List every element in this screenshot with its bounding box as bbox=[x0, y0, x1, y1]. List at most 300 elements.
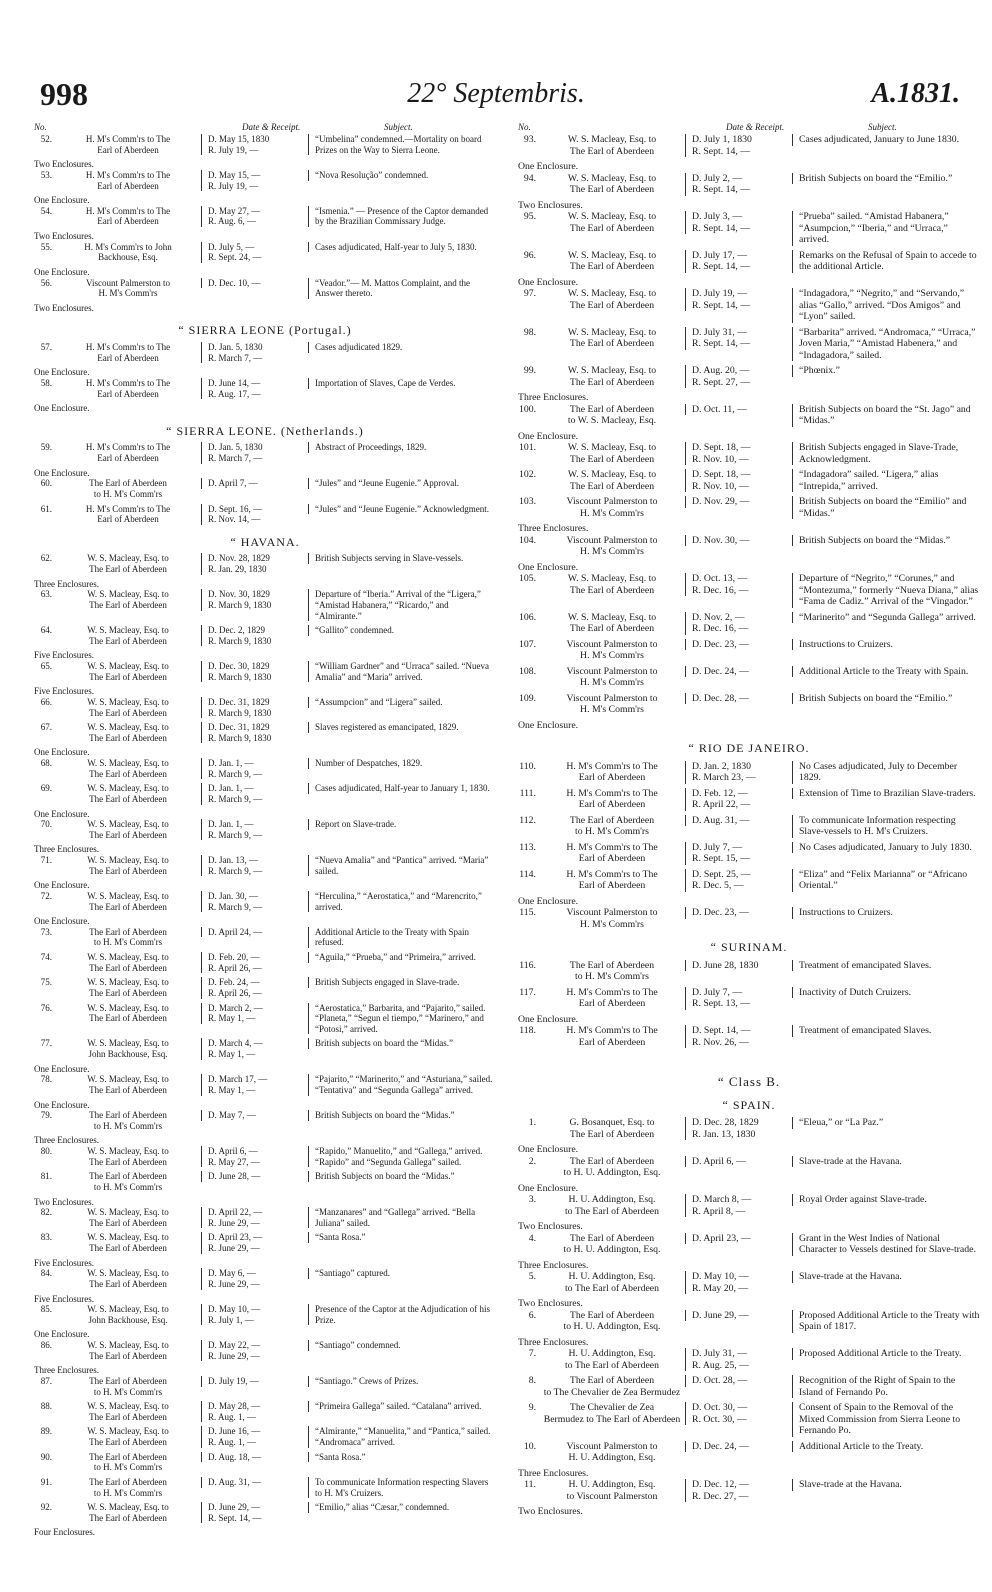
entry-date: D. May 6, — R. June 29, — bbox=[201, 1268, 308, 1289]
entry-subject: Slave-trade at the Havana. bbox=[792, 1271, 980, 1283]
entry-enclosures: One Enclosure. bbox=[518, 719, 579, 731]
entry-number: 63. bbox=[40, 589, 52, 600]
entry-subject: “Barbarita” arrived. “Andromaca,” “Urraca,” Joven Maria,” “Amistad Habenera,” and “Indagadora,” sailed. bbox=[792, 327, 980, 362]
section-heading: “ SIERRA LEONE (Portugal.) bbox=[178, 323, 352, 338]
entry-correspondents: The Earl of Aberdeen to H. M's Comm'rs bbox=[89, 926, 167, 948]
entry-date: D. April 24, — bbox=[201, 927, 308, 938]
list-item bbox=[518, 573, 980, 608]
entry-correspondents: W. S. Macleay, Esq. to The Earl of Aberdeen bbox=[567, 288, 657, 311]
list-item bbox=[34, 1401, 496, 1422]
entry-enclosures: Two Enclosures. bbox=[34, 1196, 94, 1207]
list-item bbox=[518, 496, 980, 535]
entry-date: D. April 23, — R. June 29, — bbox=[201, 1232, 308, 1253]
entry-correspondents: The Earl of Aberdeen to The Chevalier de Zea Bermudez bbox=[543, 1375, 681, 1398]
entry-date: D. Nov. 29, — bbox=[685, 496, 792, 508]
list-item bbox=[34, 342, 496, 378]
entry-subject: To communicate Information respecting Slavers to H. M's Cruizers. bbox=[308, 1477, 496, 1498]
entry-subject: “Aerostatica,” Barbarita, and “Pajarito,” sailed. “Planeta,” “Segun el tiempo,” “Marinero,” and “Potosi,” arrived. bbox=[308, 1003, 496, 1035]
list-item bbox=[518, 1479, 980, 1518]
entry-correspondents: The Earl of Aberdeen to W. S. Macleay, Esq. bbox=[567, 403, 657, 426]
list-item bbox=[518, 693, 980, 732]
entry-enclosures: One Enclosure. bbox=[518, 430, 579, 442]
entry-subject: “Almirante,” “Manuelita,” and “Pantica,” sailed. “Andromaca” arrived. bbox=[308, 1426, 496, 1447]
entry-date: D. Dec. 23, — bbox=[685, 907, 792, 919]
entry-date: D. Dec. 12, — R. Dec. 27, — bbox=[685, 1479, 792, 1502]
entry-enclosures: Four Enclosures. bbox=[34, 1527, 95, 1538]
entry-correspondents: W. S. Macleay, Esq. to John Backhouse, Esq. bbox=[87, 1304, 169, 1325]
entry-subject: “Santiago” condemned. bbox=[308, 1340, 496, 1351]
list-item bbox=[34, 661, 496, 697]
entry-number: 9. bbox=[528, 1402, 536, 1413]
entry-correspondents: W. S. Macleay, Esq. to The Earl of Aberdeen bbox=[567, 365, 657, 388]
entry-date: D. April 22, — R. June 29, — bbox=[201, 1207, 308, 1228]
list-item bbox=[34, 1268, 496, 1304]
entry-correspondents: W. S. Macleay, Esq. to The Earl of Aberdeen bbox=[567, 469, 657, 492]
entry-correspondents: H. M's Comm'rs to John Backhouse, Esq. bbox=[84, 241, 172, 263]
entry-subject: Cases adjudicated, Half-year to January 1, 1830. bbox=[308, 783, 496, 794]
list-item bbox=[518, 612, 980, 635]
entry-subject: Departure of “Iberia.” Arrival of the “Ligera,” “Amistad Habanera,” “Ricardo,” and “Almirante.” bbox=[308, 589, 496, 621]
entry-subject: Number of Despatches, 1829. bbox=[308, 758, 496, 769]
list-item bbox=[34, 625, 496, 661]
entry-date: D. Aug. 31, — bbox=[201, 1477, 308, 1488]
entry-enclosures: Three Enclosures. bbox=[34, 844, 99, 855]
entry-correspondents: W. S. Macleay, Esq. to The Earl of Aberdeen bbox=[87, 1502, 169, 1523]
entry-enclosures: Five Enclosures. bbox=[34, 1257, 94, 1268]
entry-date: D. July 2, — R. Sept. 14, — bbox=[685, 173, 792, 196]
entry-correspondents: W. S. Macleay, Esq. to The Earl of Aberdeen bbox=[567, 249, 657, 272]
entry-subject: Departure of “Negrito,” “Corunes,” and “Montezuma,” formerly “Nueva Diana,” alias “Fama de Cadiz.” Arrival of the “Vingador.” bbox=[792, 573, 980, 608]
entry-number: 84. bbox=[40, 1268, 52, 1279]
entry-date: D. July 19, — R. Sept. 14, — bbox=[685, 288, 792, 311]
entry-number: 83. bbox=[40, 1232, 52, 1243]
entry-date: D. March 17, — R. May 1, — bbox=[201, 1074, 308, 1095]
entry-subject: British Subjects on board the “Midas.” bbox=[308, 1171, 496, 1182]
list-item bbox=[34, 1110, 496, 1146]
entry-correspondents: The Earl of Aberdeen to H. M's Comm'rs bbox=[89, 1451, 167, 1473]
entry-date: D. Aug. 18, — bbox=[201, 1452, 308, 1463]
list-item bbox=[518, 1271, 980, 1310]
list-item bbox=[34, 927, 496, 948]
entry-date: D. Dec. 24, — bbox=[685, 666, 792, 678]
entry-date: D. Dec. 24, — bbox=[685, 1441, 792, 1453]
entry-group bbox=[34, 134, 496, 313]
entry-correspondents: The Chevalier de Zea Bermudez to The Earl of Aberdeen bbox=[543, 1402, 681, 1425]
entry-correspondents: W. S. Macleay, Esq. to The Earl of Aberdeen bbox=[87, 1232, 169, 1253]
page-number: 998 bbox=[40, 76, 88, 112]
entry-number: 52. bbox=[40, 134, 52, 144]
entry-date: D. July 7, — R. Sept. 13, — bbox=[685, 987, 792, 1010]
entry-subject: British Subjects engaged in Slave-trade. bbox=[308, 977, 496, 988]
entry-correspondents: W. S. Macleay, Esq. to The Earl of Aberdeen bbox=[567, 326, 657, 349]
entry-date: D. May 27, — R. Aug. 6, — bbox=[201, 206, 308, 227]
entry-group bbox=[34, 553, 496, 1538]
entry-date: D. Jan. 1, — R. March 9, — bbox=[201, 819, 308, 840]
entry-subject: Slave-trade at the Havana. bbox=[792, 1479, 980, 1491]
entry-date: D. Dec. 30, 1829 R. March 9, 1830 bbox=[201, 661, 308, 682]
entry-correspondents: W. S. Macleay, Esq. to The Earl of Aberdeen bbox=[87, 855, 169, 876]
entry-subject: Report on Slave-trade. bbox=[308, 819, 496, 830]
entry-enclosures: Three Enclosures. bbox=[518, 1467, 589, 1479]
entry-number: 61. bbox=[40, 503, 52, 514]
entry-subject: “William Gardner” and “Urraca” sailed. “Nueva Amalia” and “Maria” arrived. bbox=[308, 661, 496, 682]
entry-correspondents: H. M's Comm'rs to The Earl of Aberdeen bbox=[566, 760, 658, 783]
column-header bbox=[518, 122, 980, 134]
entry-correspondents: W. S. Macleay, Esq. to The Earl of Aberdeen bbox=[87, 952, 169, 973]
entry-correspondents: H. U. Addington, Esq. to The Earl of Aberdeen bbox=[564, 1194, 660, 1217]
entry-enclosures: Three Enclosures. bbox=[518, 1259, 589, 1271]
entry-number: 76. bbox=[40, 1002, 52, 1013]
entry-date: D. May 10, — R. July 1, — bbox=[201, 1304, 308, 1325]
entry-date: D. Oct. 30, — R. Oct. 30, — bbox=[685, 1402, 792, 1425]
list-item bbox=[518, 365, 980, 404]
entry-date: D. July 3, — R. Sept. 14, — bbox=[685, 211, 792, 234]
entry-enclosures: One Enclosure. bbox=[518, 276, 579, 288]
entry-subject: To communicate Information respecting Slave-vessels to H. M's Cruizers. bbox=[792, 815, 980, 838]
entry-number: 92. bbox=[40, 1502, 52, 1513]
entry-correspondents: W. S. Macleay, Esq. to The Earl of Aberdeen bbox=[567, 442, 657, 465]
list-item bbox=[518, 1025, 980, 1048]
list-item bbox=[518, 1310, 980, 1349]
entry-enclosures: Two Enclosures. bbox=[518, 1298, 583, 1309]
entry-subject: “Santa Rosa.” bbox=[308, 1452, 496, 1463]
entry-date: D. Oct. 13, — R. Dec. 16, — bbox=[685, 573, 792, 596]
entry-enclosures: Three Enclosures. bbox=[518, 392, 589, 403]
entry-date: D. Dec. 31, 1829 R. March 9, 1830 bbox=[201, 697, 308, 718]
list-item bbox=[518, 134, 980, 173]
entry-date: D. Sept. 18, — R. Nov. 10, — bbox=[685, 469, 792, 492]
entry-correspondents: H. M's Comm'rs to The Earl of Aberdeen bbox=[566, 1025, 658, 1048]
list-item bbox=[34, 1074, 496, 1110]
list-item bbox=[34, 206, 496, 242]
col-head-date: Date & Receipt. bbox=[726, 122, 785, 132]
entry-subject: “Assumpcion” and “Ligera” sailed. bbox=[308, 697, 496, 708]
entry-number: 55. bbox=[40, 241, 52, 252]
entry-correspondents: H. M's Comm'rs to The Earl of Aberdeen bbox=[85, 503, 171, 525]
entry-number: 2. bbox=[528, 1155, 536, 1167]
entry-date: D. Nov. 28, 1829 R. Jan. 29, 1830 bbox=[201, 553, 308, 574]
entry-subject: Treatment of emancipated Slaves. bbox=[792, 1025, 980, 1037]
entry-subject: British Subjects on board the “Emilio” and “Midas.” bbox=[792, 496, 980, 519]
entry-subject: “Santa Rosa.” bbox=[308, 1232, 496, 1243]
entry-date: D. June 28, 1830 bbox=[685, 960, 792, 972]
entry-number: 116. bbox=[519, 959, 536, 971]
entry-correspondents: H. M's Comm'rs to The Earl of Aberdeen bbox=[85, 342, 171, 363]
entry-subject: Cases adjudicated, January to June 1830. bbox=[792, 134, 980, 146]
list-item bbox=[518, 1117, 980, 1156]
entry-enclosures: One Enclosure. bbox=[34, 1063, 90, 1074]
entry-date: D. June 29, — R. Sept. 14, — bbox=[201, 1502, 308, 1523]
list-item bbox=[518, 288, 980, 323]
entry-number: 72. bbox=[40, 890, 52, 901]
entry-number: 104. bbox=[518, 534, 536, 546]
entry-number: 60. bbox=[40, 478, 52, 489]
list-item bbox=[34, 378, 496, 414]
entry-subject: Slave-trade at the Havana. bbox=[792, 1156, 980, 1168]
list-item bbox=[34, 1003, 496, 1035]
list-item bbox=[518, 250, 980, 289]
list-item bbox=[34, 1376, 496, 1397]
section-heading: “ SURINAM. bbox=[710, 940, 788, 954]
entry-correspondents: W. S. Macleay, Esq. to The Earl of Aberdeen bbox=[87, 758, 169, 779]
entry-correspondents: The Earl of Aberdeen to H. M's Comm'rs bbox=[89, 1110, 167, 1131]
entry-number: 99. bbox=[523, 365, 536, 376]
entry-number: 67. bbox=[40, 722, 52, 733]
list-item bbox=[34, 170, 496, 206]
entry-correspondents: W. S. Macleay, Esq. to The Earl of Aberdeen bbox=[87, 722, 169, 743]
list-item bbox=[518, 1441, 980, 1480]
entry-subject: Proposed Additional Article to the Treaty with Spain of 1817. bbox=[792, 1310, 980, 1333]
entry-enclosures: One Enclosure. bbox=[518, 895, 579, 907]
entry-enclosures: One Enclosure. bbox=[34, 916, 90, 927]
list-item bbox=[518, 788, 980, 811]
entry-subject: British Subjects on board the “Emilio.” bbox=[792, 173, 980, 185]
section-heading: “ SPAIN. bbox=[722, 1097, 776, 1112]
entry-subject: Additional Article to the Treaty with Spain refused. bbox=[308, 927, 496, 948]
entry-subject: “Nova Resolução” condemned. bbox=[308, 170, 496, 181]
entry-number: 88. bbox=[40, 1401, 52, 1412]
entry-enclosures: One Enclosure. bbox=[34, 747, 90, 758]
entry-enclosures: One Enclosure. bbox=[34, 403, 90, 414]
entry-enclosures: One Enclosure. bbox=[34, 195, 90, 206]
entry-date: D. June 29, — bbox=[685, 1310, 792, 1322]
entry-enclosures: Five Enclosures. bbox=[34, 1293, 94, 1304]
entry-correspondents: W. S. Macleay, Esq. to The Earl of Aberdeen bbox=[87, 783, 169, 804]
entry-correspondents: W. S. Macleay, Esq. to John Backhouse, Esq. bbox=[87, 1038, 169, 1059]
entry-date: D. July 7, — R. Sept. 15, — bbox=[685, 842, 792, 865]
entry-correspondents: W. S. Macleay, Esq. to The Earl of Aberdeen bbox=[87, 589, 169, 610]
list-item bbox=[34, 783, 496, 819]
section-heading: “ HAVANA. bbox=[230, 534, 300, 549]
list-item bbox=[518, 1194, 980, 1233]
list-item bbox=[518, 869, 980, 908]
entry-subject: Abstract of Proceedings, 1829. bbox=[308, 442, 496, 453]
entry-subject: “Emilio,” alias “Cæsar,” condemned. bbox=[308, 1502, 496, 1513]
entry-group bbox=[518, 134, 980, 731]
entry-number: 81. bbox=[40, 1171, 52, 1182]
entry-number: 108. bbox=[518, 665, 536, 677]
entry-correspondents: Viscount Palmerston to H. U. Addington, Esq. bbox=[566, 1440, 658, 1463]
entry-correspondents: H. M's Comm'rs to The Earl of Aberdeen bbox=[566, 787, 658, 810]
list-item bbox=[34, 1146, 496, 1167]
entry-number: 69. bbox=[40, 783, 52, 794]
entry-correspondents: W. S. Macleay, Esq. to The Earl of Aberdeen bbox=[567, 611, 657, 634]
entry-correspondents: W. S. Macleay, Esq. to The Earl of Aberdeen bbox=[567, 573, 657, 596]
entry-subject: Grant in the West Indies of National Character to Vessels destined for Slave-trade. bbox=[792, 1233, 980, 1256]
entry-enclosures: One Enclosure. bbox=[34, 367, 90, 378]
entry-number: 79. bbox=[40, 1110, 52, 1121]
entry-subject: Instructions to Cruizers. bbox=[792, 639, 980, 651]
entry-subject: “Jules” and “Jeune Eugenie.” Approval. bbox=[308, 478, 496, 489]
entry-enclosures: One Enclosure. bbox=[518, 561, 579, 573]
entry-subject: “Indagadora,” “Negrito,” and “Servando,” alias “Gallo,” arrived. “Dos Amigos” and “Lyon” sailed. bbox=[792, 288, 980, 323]
entry-group bbox=[518, 960, 980, 1049]
list-item bbox=[34, 589, 496, 621]
entry-enclosures: Five Enclosures. bbox=[34, 686, 94, 697]
entry-subject: Additional Article to the Treaty. bbox=[792, 1441, 980, 1453]
entry-correspondents: H. U. Addington, Esq. to The Earl of Aberdeen bbox=[564, 1271, 660, 1294]
entry-subject: “Santiago.” Crews of Prizes. bbox=[308, 1376, 496, 1387]
entry-correspondents: W. S. Macleay, Esq. to The Earl of Aberdeen bbox=[87, 625, 169, 646]
list-item bbox=[34, 1340, 496, 1376]
entry-number: 78. bbox=[40, 1074, 52, 1085]
entry-enclosures: Two Enclosures. bbox=[518, 1506, 583, 1517]
entry-number: 89. bbox=[40, 1426, 52, 1437]
entry-number: 105. bbox=[518, 573, 536, 584]
entry-correspondents: G. Bosanquet, Esq. to The Earl of Aberdeen bbox=[569, 1117, 655, 1140]
page-header bbox=[28, 76, 964, 116]
entry-correspondents: Viscount Palmerston to H. M's Comm'rs bbox=[566, 665, 658, 688]
entry-number: 112. bbox=[519, 814, 536, 826]
entry-correspondents: The Earl of Aberdeen to H. U. Addington, Esq. bbox=[563, 1232, 661, 1255]
entry-subject: “Aguila,” “Prueba,” and “Primeira,” arrived. bbox=[308, 952, 496, 963]
entry-date: D. May 7, — bbox=[201, 1110, 308, 1121]
entry-enclosures: One Enclosure. bbox=[34, 880, 90, 891]
page-year: A.1831. bbox=[871, 78, 960, 109]
entry-number: 4. bbox=[528, 1232, 536, 1244]
list-item bbox=[34, 977, 496, 998]
entry-number: 117. bbox=[519, 986, 536, 998]
entry-subject: “Jules” and “Jeune Eugenie.” Acknowledgment. bbox=[308, 504, 496, 515]
entry-enclosures: Three Enclosures. bbox=[34, 1135, 99, 1146]
entry-subject: “Phœnix.” bbox=[792, 365, 980, 377]
entry-date: D. April 23, — bbox=[685, 1233, 792, 1245]
entry-subject: Presence of the Captor at the Adjudication of his Prize. bbox=[308, 1304, 496, 1325]
list-item bbox=[34, 1426, 496, 1447]
list-item bbox=[34, 855, 496, 891]
entry-number: 75. bbox=[40, 977, 52, 988]
list-item bbox=[518, 987, 980, 1026]
entry-correspondents: The Earl of Aberdeen to H. M's Comm'rs bbox=[569, 814, 655, 837]
entry-subject: British Subjects on board the “St. Jago” and “Midas.” bbox=[792, 404, 980, 427]
entry-correspondents: H. M's Comm'rs to The Earl of Aberdeen bbox=[566, 986, 658, 1009]
list-item bbox=[34, 1502, 496, 1538]
list-item bbox=[34, 891, 496, 927]
entry-number: 90. bbox=[40, 1451, 52, 1462]
entry-date: D. Aug. 31, — bbox=[685, 815, 792, 827]
entry-subject: “Rapido,” Manuelito,” and “Gallega,” arrived. “Rapido” and “Segunda Gallega” sailed. bbox=[308, 1146, 496, 1167]
entry-date: D. Sept. 14, — R. Nov. 26, — bbox=[685, 1025, 792, 1048]
entry-correspondents: The Earl of Aberdeen to H. M's Comm'rs bbox=[89, 478, 167, 499]
entry-date: D. Oct. 11, — bbox=[685, 404, 792, 416]
col-head-subject: Subject. bbox=[384, 122, 413, 132]
entry-number: 7. bbox=[528, 1348, 536, 1359]
entry-correspondents: W. S. Macleay, Esq. to The Earl of Aberdeen bbox=[87, 1074, 169, 1095]
entry-date: D. Jan. 2, 1830 R. March 23, — bbox=[685, 761, 792, 784]
list-item bbox=[518, 960, 980, 983]
entry-correspondents: Viscount Palmerston to H. M's Comm'rs bbox=[566, 534, 658, 557]
list-item bbox=[518, 211, 980, 246]
col-head-date: Date & Receipt. bbox=[242, 122, 301, 132]
right-column bbox=[518, 122, 980, 1518]
entry-number: 95. bbox=[523, 211, 536, 222]
entry-subject: Importation of Slaves, Cape de Verdes. bbox=[308, 378, 496, 389]
entry-number: 77. bbox=[40, 1038, 52, 1049]
entry-number: 10. bbox=[523, 1440, 536, 1452]
entry-correspondents: W. S. Macleay, Esq. to The Earl of Aberdeen bbox=[87, 1146, 169, 1167]
entry-subject: British Subjects on board the “Midas.” bbox=[308, 1110, 496, 1121]
entry-subject: Slaves registered as emancipated, 1829. bbox=[308, 722, 496, 733]
list-item bbox=[518, 1156, 980, 1195]
entry-subject: “Marinerito” and “Segunda Gallega” arrived. bbox=[792, 612, 980, 624]
entry-date: D. March 4, — R. May 1, — bbox=[201, 1038, 308, 1059]
entry-number: 118. bbox=[519, 1025, 536, 1036]
entry-subject: No Cases adjudicated, July to December 1829. bbox=[792, 761, 980, 784]
entry-enclosures: Three Enclosures. bbox=[34, 578, 99, 589]
entry-number: 54. bbox=[40, 205, 52, 216]
entry-date: D. Dec. 28, 1829 R. Jan. 13, 1830 bbox=[685, 1117, 792, 1140]
entry-date: D. June 16, — R. Aug. 1, — bbox=[201, 1426, 308, 1447]
entry-number: 98. bbox=[523, 326, 536, 338]
entry-number: 113. bbox=[519, 841, 536, 853]
entry-enclosures: Two Enclosures. bbox=[34, 302, 94, 313]
entry-enclosures: Three Enclosures. bbox=[518, 1336, 589, 1348]
entry-correspondents: W. S. Macleay, Esq. to The Earl of Aberdeen bbox=[567, 211, 657, 234]
list-item bbox=[34, 697, 496, 718]
entry-number: 97. bbox=[523, 288, 536, 299]
entry-date: D. May 28, — R. Aug. 1, — bbox=[201, 1401, 308, 1422]
entry-enclosures: One Enclosure. bbox=[518, 1144, 579, 1155]
entry-number: 68. bbox=[40, 758, 52, 768]
entry-date: D. Feb. 20, — R. April 26, — bbox=[201, 952, 308, 973]
entry-enclosures: One Enclosure. bbox=[518, 1182, 579, 1194]
entry-subject: “Primeira Gallega” sailed. “Catalana” arrived. bbox=[308, 1401, 496, 1412]
entry-number: 100. bbox=[518, 403, 536, 415]
entry-subject: “Eleua,” or “La Paz.” bbox=[792, 1117, 980, 1129]
entry-subject: Extension of Time to Brazilian Slave-traders. bbox=[792, 788, 980, 800]
list-item bbox=[518, 815, 980, 838]
entry-number: 64. bbox=[40, 625, 52, 636]
entry-subject: Instructions to Cruizers. bbox=[792, 907, 980, 919]
list-item bbox=[34, 553, 496, 589]
list-item bbox=[34, 1171, 496, 1207]
entry-number: 111. bbox=[519, 787, 536, 799]
entry-date: D. May 10, — R. May 20, — bbox=[685, 1271, 792, 1294]
entry-subject: British Subjects engaged in Slave-Trade, Acknowledgment. bbox=[792, 442, 980, 465]
entry-enclosures: Three Enclosures. bbox=[518, 523, 589, 534]
list-item bbox=[34, 722, 496, 758]
entry-correspondents: The Earl of Aberdeen to H. M's Comm'rs bbox=[89, 1171, 167, 1192]
entry-correspondents: W. S. Macleay, Esq. to The Earl of Aberdeen bbox=[87, 1401, 169, 1422]
entry-number: 11. bbox=[524, 1479, 536, 1490]
entry-date: D. Dec. 31, 1829 R. March 9, 1830 bbox=[201, 722, 308, 743]
entry-number: 6. bbox=[528, 1309, 536, 1321]
entry-number: 74. bbox=[40, 952, 52, 962]
entry-number: 109. bbox=[518, 692, 536, 704]
entry-subject: No Cases adjudicated, January to July 1830. bbox=[792, 842, 980, 854]
list-item bbox=[518, 535, 980, 574]
entry-subject: “Indagadora” sailed. “Ligera,” alias “Intrepida,” arrived. bbox=[792, 469, 980, 492]
entry-date: D. May 15, 1830 R. July 19, — bbox=[201, 134, 308, 155]
list-item bbox=[518, 442, 980, 465]
list-item bbox=[518, 404, 980, 443]
entry-subject: Inactivity of Dutch Cruizers. bbox=[792, 987, 980, 999]
list-item bbox=[34, 134, 496, 170]
entry-date: D. Jan. 5, 1830 R. March 7, — bbox=[201, 442, 308, 463]
page-title: 22° Septembris. bbox=[407, 78, 585, 109]
entry-correspondents: W. S. Macleay, Esq. to The Earl of Aberdeen bbox=[87, 1340, 169, 1361]
entry-correspondents: The Earl of Aberdeen to H. M's Comm'rs bbox=[89, 1476, 167, 1498]
entry-subject: British Subjects on board the “Midas.” bbox=[792, 535, 980, 547]
list-item bbox=[34, 504, 496, 525]
list-item bbox=[34, 1477, 496, 1498]
entry-correspondents: Viscount Palmerston to H. M's Comm'rs bbox=[86, 277, 170, 299]
entry-number: 66. bbox=[40, 696, 52, 707]
col-head-no: No. bbox=[34, 122, 47, 132]
entry-date: D. July 5, — R. Sept. 24, — bbox=[201, 242, 308, 263]
entry-date: D. May 15, — R. July 19, — bbox=[201, 170, 308, 191]
list-item bbox=[34, 278, 496, 314]
